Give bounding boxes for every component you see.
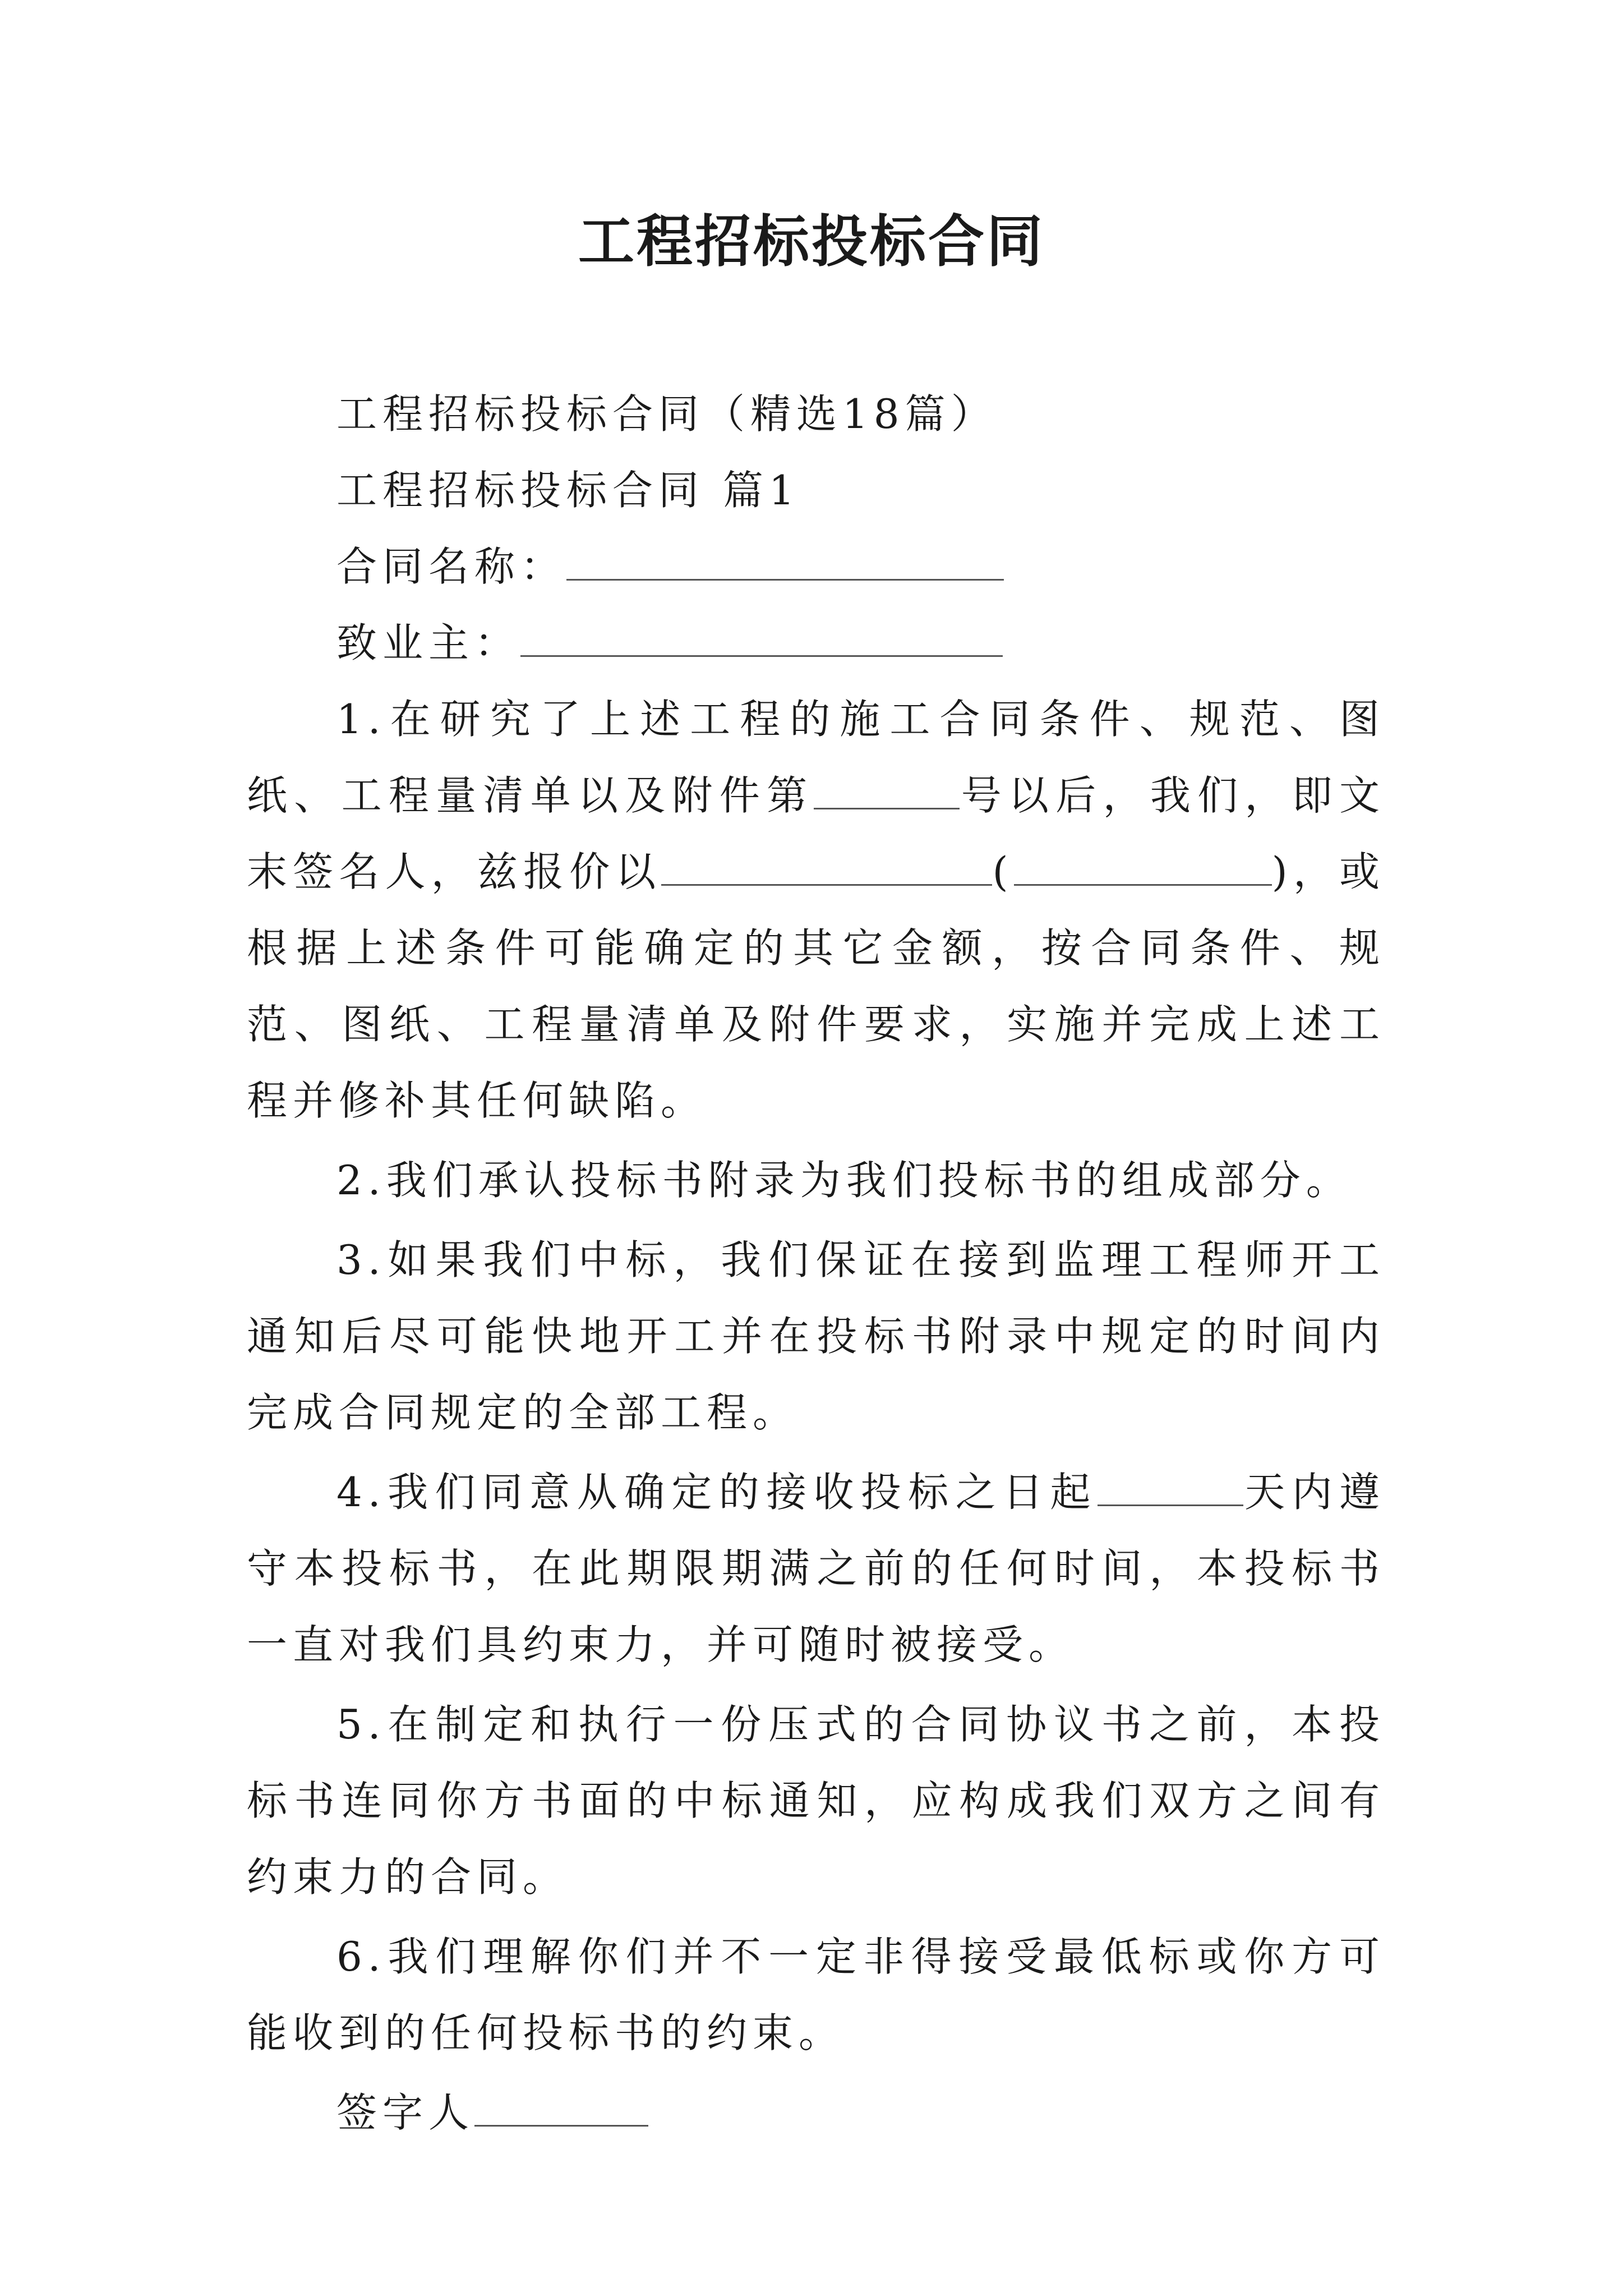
clause-1-part-c: ( <box>992 848 1014 895</box>
clause-1-part-d: )，或根据上述条件可能确定的其它金额，按合同条件、规范、图纸、工程量清单及附件要求，实施并完成上述工程并修补其任何缺陷。 <box>247 848 1385 1124</box>
clause-3: 3.如果我们中标，我们保证在接到监理工程师开工通知后尽可能快地开工并在投标书附录中规定的时间内完成合同规定的全部工程。 <box>247 1236 1385 1436</box>
price-words-blank <box>1014 849 1272 886</box>
owner-line <box>247 605 1385 681</box>
price-blank <box>661 849 992 886</box>
signature-label: 签字人 <box>336 2089 475 2136</box>
clause-1 <box>247 681 1385 1139</box>
section-heading: 工程招标投标合同 篇1 <box>336 467 800 514</box>
days-blank <box>1098 1470 1243 1506</box>
owner-label: 致业主： <box>336 619 521 666</box>
document-body <box>247 376 1385 2151</box>
document-title: 工程招标投标合同 <box>578 208 1045 274</box>
clause-1-part-b: 号以后，我们，即文末签名人，兹报价以 <box>247 772 1385 895</box>
owner-blank <box>520 620 1003 657</box>
subtitle: 工程招标投标合同（精选18篇） <box>336 390 997 438</box>
clause-2: 2.我们承认投标书附录为我们投标书的组成部分。 <box>336 1157 1352 1204</box>
clause-1-part-a: 1.在研究了上述工程的施工合同条件、规范、图纸、工程量清单以及附件第 <box>247 696 1385 819</box>
clause-4-part-b: 天内遵守本投标书，在此期限期满之前的任何时间，本投标书一直对我们具约束力，并可随时被接受。 <box>247 1469 1385 1668</box>
clause-5: 5.在制定和执行一份压式的合同协议书之前，本投标书连同你方书面的中标通知，应构成我们双方之间有约束力的合同。 <box>247 1701 1385 1901</box>
contract-name-blank <box>566 544 1004 581</box>
contract-name-line <box>247 528 1385 605</box>
clause-4 <box>247 1454 1385 1683</box>
signature-line <box>247 2074 1385 2151</box>
clause-6: 6.我们理解你们并不一定非得接受最低标或你方可能收到的任何投标书的约束。 <box>247 1933 1385 2056</box>
clause-4-part-a: 4.我们同意从确定的接收投标之日起 <box>336 1469 1098 1516</box>
contract-name-label: 合同名称： <box>336 543 567 590</box>
signature-blank <box>474 2090 648 2127</box>
attachment-number-blank <box>814 773 960 809</box>
